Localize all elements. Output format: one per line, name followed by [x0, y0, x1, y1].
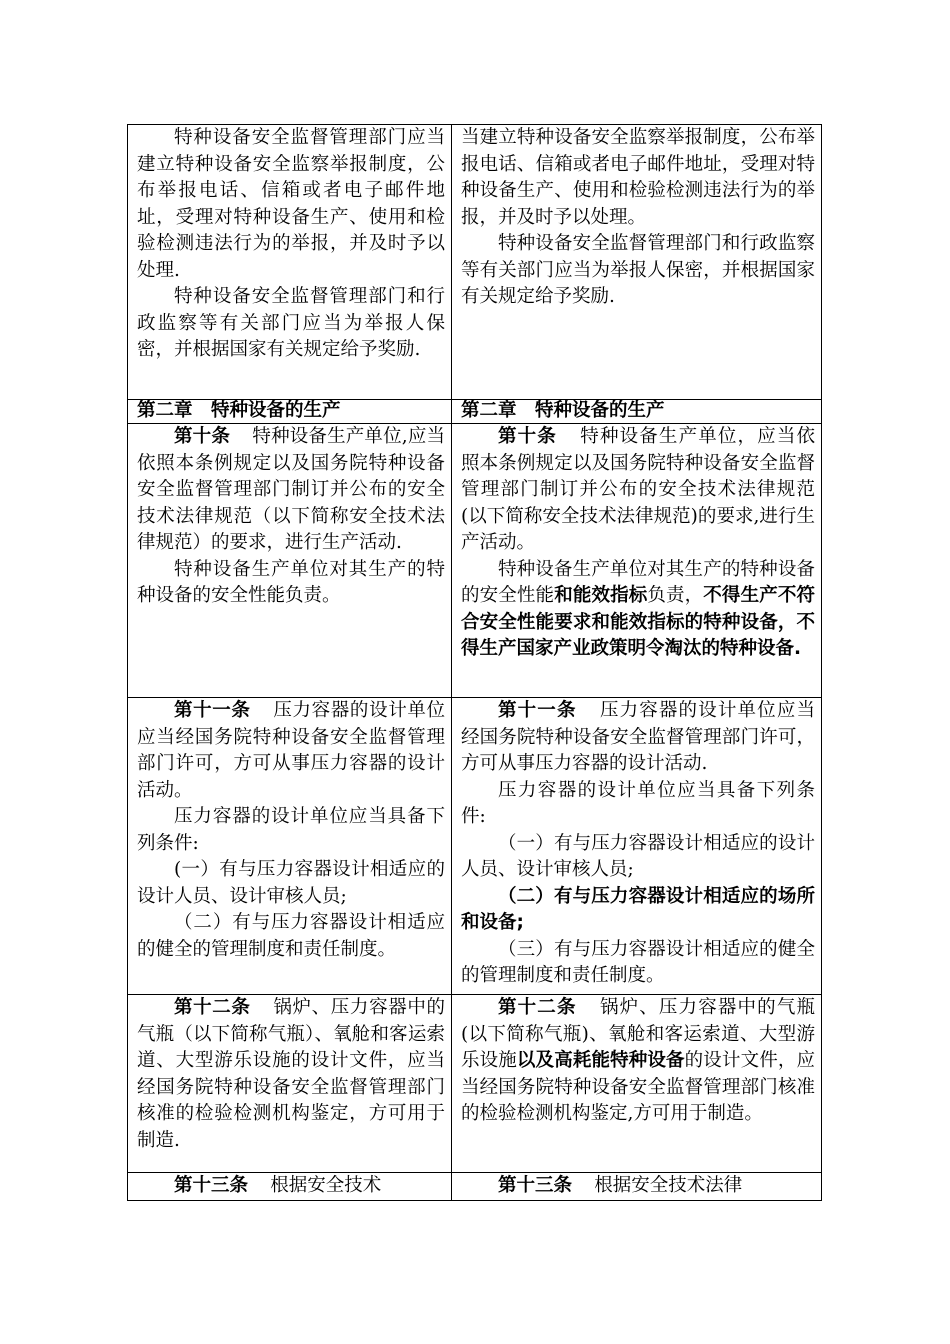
paragraph: (一）有与压力容器设计相适应的设计人员、设计审核人员;	[137, 859, 445, 907]
chapter-heading-left: 第二章 特种设备的生产	[128, 400, 452, 424]
paragraph: 压力容器的设计单位应当具备下列条件:	[461, 779, 815, 827]
left-cell	[128, 1173, 452, 1201]
table-row	[128, 1173, 822, 1201]
paragraph: 特种设备安全监督管理部门应当建立特种设备安全监察举报制度，公布举报电话、信箱或者电子邮件地址，受理对特种设备生产、使用和检验检测违法行为的举报，并及时予以处理.	[137, 127, 445, 281]
paragraph: （二）有与压力容器设计相适应的健全的管理制度和责任制度。	[137, 912, 445, 960]
paragraph: 第十条 特种设备生产单位,应当依照本条例规定以及国务院特种设备安全监督管理部门制订并公布的安全技术法律规范（以下简称安全技术法律规范）的要求，进行生产活动.	[137, 426, 445, 553]
right-cell	[452, 1173, 822, 1201]
amendment-text: 以及高耗能特种设备	[516, 1050, 685, 1071]
paragraph: 特种设备安全监督管理部门和行政监察等有关部门应当为举报人保密，并根据国家有关规定给予奖励.	[137, 286, 445, 360]
article-number: 第十三条	[174, 1175, 249, 1196]
right-cell	[452, 424, 822, 698]
paragraph: 第十二条 锅炉、压力容器中的气瓶(以下简称气瓶)、氧舱和客运索道、大型游乐设施以及高耗能特种设备的设计文件，应当经国务院特种设备安全监督管理部门核准的检验检测机构鉴定,方可用于制造。	[461, 997, 815, 1124]
paragraph: 特种设备安全监督管理部门和行政监察等有关部门应当为举报人保密，并根据国家有关规定给予奖励.	[461, 233, 815, 307]
chapter-heading-right: 第二章 特种设备的生产	[452, 400, 822, 424]
paragraph: 第十三条 根据安全技术法律	[498, 1175, 743, 1196]
paragraph: 第十一条 压力容器的设计单位应当经国务院特种设备安全监督管理部门许可，方可从事压力容器的设计活动。	[137, 700, 445, 801]
article-number: 第十二条	[174, 997, 251, 1018]
table-row	[128, 995, 822, 1173]
right-cell	[452, 698, 822, 995]
article-number: 第十二条	[498, 997, 577, 1018]
paragraph: 压力容器的设计单位应当具备下列条件:	[137, 806, 445, 854]
right-cell	[452, 995, 822, 1173]
comparison-table	[127, 124, 822, 1201]
paragraph: 特种设备生产单位对其生产的特种设备的安全性能和能效指标负责，不得生产不符合安全性能要求和能效指标的特种设备，不得生产国家产业政策明令淘汰的特种设备.	[461, 558, 815, 659]
article-number: 第十条	[498, 426, 557, 447]
article-number: 第十条	[174, 426, 231, 447]
table-row	[128, 125, 822, 400]
chapter-row	[128, 400, 822, 424]
amendment-text: 不得生产不符合安全性能要求和能效指标的特种设备，不得生产国家产业政策明令淘汰的特种设备.	[461, 585, 815, 659]
amendment-text: （二）有与压力容器设计相适应的场所和设备;	[461, 885, 815, 933]
left-cell	[128, 424, 452, 698]
paragraph: 特种设备生产单位对其生产的特种设备的安全性能负责。	[137, 558, 445, 606]
paragraph: 当建立特种设备安全监察举报制度，公布举报电话、信箱或者电子邮件地址，受理对特种设备生产、使用和检验检测违法行为的举报，并及时予以处理。	[461, 127, 815, 228]
paragraph: 第十条 特种设备生产单位，应当依照本条例规定以及国务院特种设备安全监督管理部门制订并公布的安全技术法律规范(以下简称安全技术法律规范)的要求,进行生产活动。	[461, 426, 815, 553]
article-number: 第十一条	[498, 700, 577, 721]
left-cell	[128, 995, 452, 1173]
paragraph: 第十三条 根据安全技术	[174, 1175, 382, 1196]
article-number: 第十三条	[498, 1175, 573, 1196]
left-cell	[128, 698, 452, 995]
paragraph: （一）有与压力容器设计相适应的设计人员、设计审核人员;	[461, 832, 815, 880]
paragraph: 第十一条 压力容器的设计单位应当经国务院特种设备安全监督管理部门许可，方可从事压力容器的设计活动.	[461, 700, 815, 774]
paragraph: （三）有与压力容器设计相适应的健全的管理制度和责任制度。	[461, 938, 815, 986]
article-number: 第十一条	[174, 700, 251, 721]
table-row	[128, 424, 822, 698]
left-cell	[128, 125, 452, 400]
amendment-text: 和能效指标	[554, 585, 648, 606]
table-row	[128, 698, 822, 995]
paragraph: 第十二条 锅炉、压力容器中的气瓶（以下简称气瓶）、氧舱和客运索道、大型游乐设施的设计文件，应当经国务院特种设备安全监督管理部门核准的检验检测机构鉴定，方可用于制造.	[137, 997, 445, 1151]
right-cell	[452, 125, 822, 400]
